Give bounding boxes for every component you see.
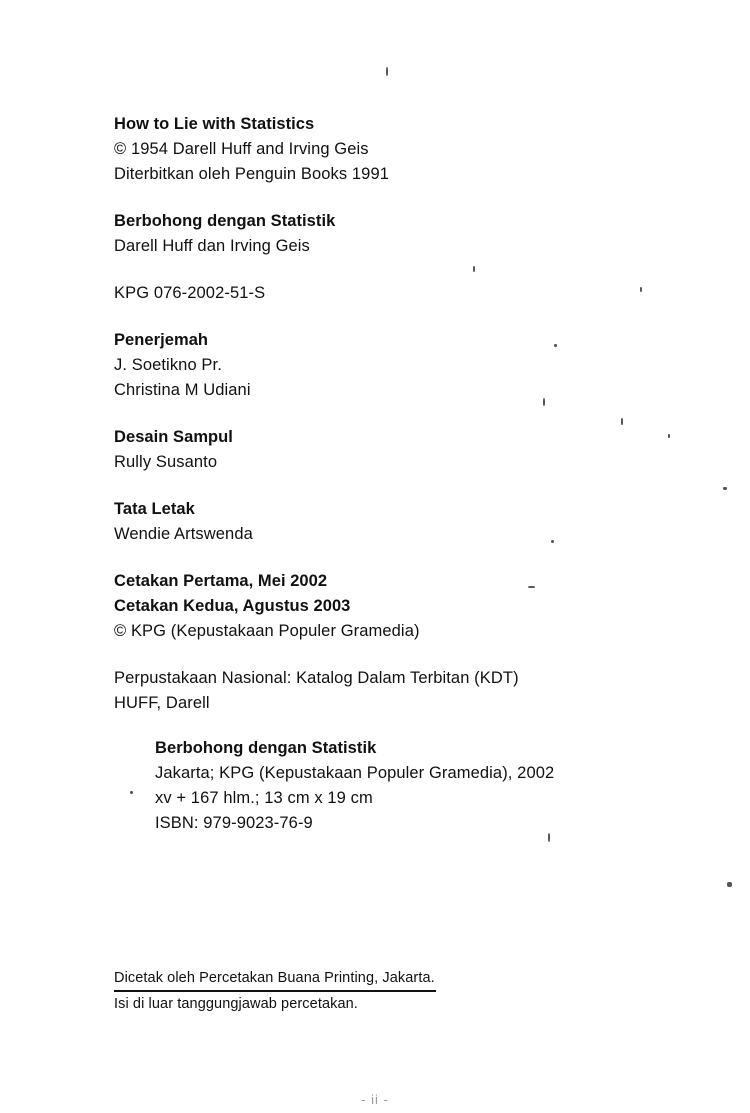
catalog-imprint: Jakarta; KPG (Kepustakaan Populer Gramedia), 2002 [155, 764, 555, 782]
second-printing: Cetakan Kedua, Agustus 2003 [114, 597, 351, 615]
first-printing: Cetakan Pertama, Mei 2002 [114, 572, 328, 590]
national-library-block [114, 666, 654, 716]
catalog-entry-block [155, 736, 654, 836]
page-footer [114, 968, 654, 1015]
scan-speckle [723, 487, 727, 490]
scan-speckle [554, 344, 557, 347]
translators-heading: Penerjemah [114, 331, 209, 349]
cover-designer-name: Rully Susanto [114, 453, 218, 471]
layout-heading: Tata Letak [114, 500, 195, 518]
translated-title: Berbohong dengan Statistik [114, 212, 336, 230]
footer-divider [114, 990, 436, 992]
scan-speckle [130, 791, 133, 794]
scan-speckle [548, 833, 550, 842]
scan-speckle [640, 287, 642, 292]
layout-name: Wendie Artswenda [114, 525, 253, 543]
printer-disclaimer: Isi di luar tanggungjawab percetakan. [114, 996, 358, 1012]
printing-history-block [114, 569, 654, 644]
scan-speckle [668, 434, 670, 438]
catalog-collation: xv + 167 hlm.; 13 cm x 19 cm [155, 789, 373, 807]
scan-speckle [528, 586, 535, 588]
catalog-code-block [114, 281, 654, 306]
scan-speckle [621, 418, 623, 425]
catalog-title: Berbohong dengan Statistik [155, 739, 377, 757]
catalog-isbn: ISBN: 979-9023-76-9 [155, 814, 313, 832]
original-title: How to Lie with Statistics [114, 115, 315, 133]
translator-name-2: Christina M Udiani [114, 381, 251, 399]
publisher-code: KPG 076-2002-51-S [114, 284, 266, 302]
imprint-content [114, 112, 654, 858]
original-edition-block [114, 112, 654, 187]
cover-designer-block [114, 425, 654, 475]
page-number: - ii - [361, 1092, 389, 1107]
scan-speckle [386, 67, 388, 76]
authors: Darell Huff dan Irving Geis [114, 237, 310, 255]
scan-speckle [727, 882, 732, 887]
translator-name-1: J. Soetikno Pr. [114, 356, 222, 374]
scan-speckle [473, 266, 475, 272]
author-entry: HUFF, Darell [114, 694, 210, 712]
layout-block [114, 497, 654, 547]
translated-title-block [114, 209, 654, 259]
publisher-copyright: © KPG (Kepustakaan Populer Gramedia) [114, 622, 420, 640]
cover-designer-heading: Desain Sampul [114, 428, 233, 446]
scan-speckle [551, 540, 554, 543]
printer-credit: Dicetak oleh Percetakan Buana Printing, Jakarta. [114, 970, 435, 986]
translators-block [114, 328, 654, 403]
kdt-heading: Perpustakaan Nasional: Katalog Dalam Terbitan (KDT) [114, 669, 519, 687]
original-copyright: © 1954 Darell Huff and Irving Geis [114, 140, 369, 158]
scan-speckle [543, 398, 545, 406]
original-publisher: Diterbitkan oleh Penguin Books 1991 [114, 165, 390, 183]
